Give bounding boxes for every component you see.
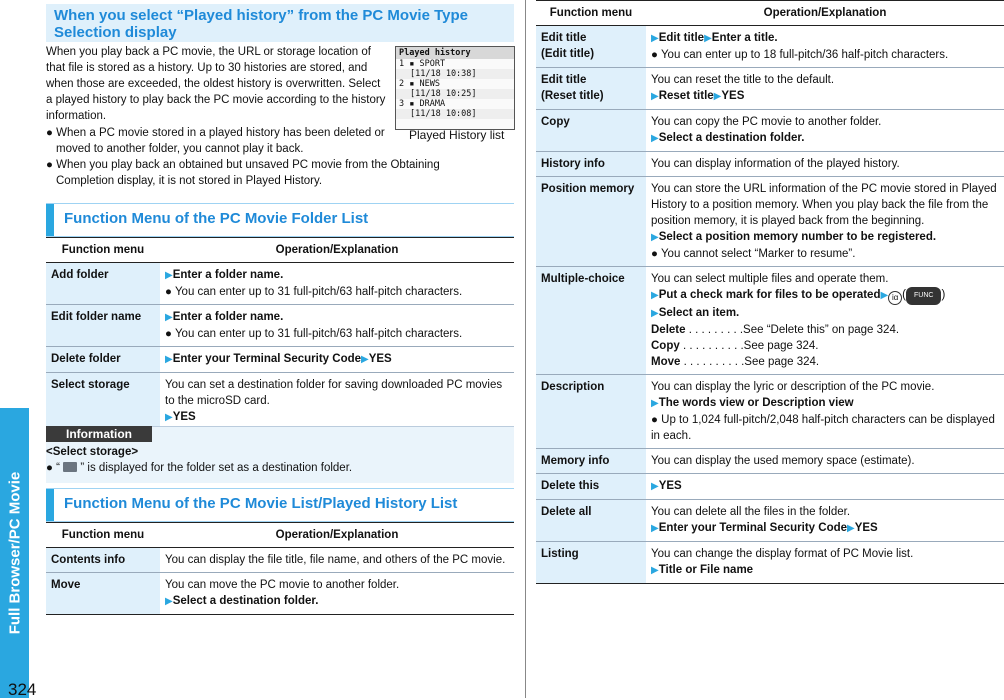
col-header: Function menu — [46, 523, 160, 548]
right-function-table — [536, 0, 1004, 584]
menu-cell: Contents info — [46, 548, 160, 573]
played-history-heading: When you select “Played history” from the PC Movie Type Selection display — [46, 4, 514, 42]
col-header: Operation/Explanation — [160, 523, 514, 548]
menu-cell: Edit title (Reset title) — [536, 68, 646, 110]
menu-cell: Delete folder — [46, 347, 160, 373]
bullet-note: ● When a PC movie stored in a played history has been deleted or moved to another folder, you cannot play it back. — [46, 127, 385, 155]
folder-menu-heading — [46, 203, 514, 237]
col-header: Operation/Explanation — [646, 1, 1004, 26]
column-divider — [525, 0, 526, 698]
history-timestamp: [11/18 10:25] — [396, 89, 514, 99]
history-item: 3 ▪ DRAMA — [399, 99, 446, 109]
folder-menu-table — [46, 237, 514, 431]
folder-menu-title: Function Menu of the PC Movie Folder List — [64, 210, 369, 227]
op-cell: ▶Enter a folder name. ● You can enter up to 31 full-pitch/63 half-pitch characters. — [160, 263, 514, 305]
menu-cell: Memory info — [536, 449, 646, 474]
information-title: <Select storage> — [46, 446, 139, 458]
op-cell: You can set a destination folder for saving downloaded PC movies to the microSD card. ▶YES — [160, 373, 514, 431]
played-history-paragraph: When you play back a PC movie, the URL or storage location of that file is stored as a history. Up to 30 histories are stored, and when those are exceeded, the oldest history is overwritten. Select a played history to play back the PC movie according to the history information. — [46, 46, 386, 122]
table-row — [536, 500, 1004, 542]
op-cell: You can select multiple files and operate them. ▶Put a check mark for files to be operated▶ iα ( FUNC ) ▶Select an item. Delete . . . . . . . . .See “Delete this” on page 324. Copy . . . . . . . . . .See page 324. Move . . . . . . . . . .See page 324. — [646, 267, 1004, 375]
menu-cell: Move — [46, 573, 160, 615]
i-mode-key-icon: iα — [888, 291, 902, 305]
history-item: 1 ▪ SPORT — [399, 59, 446, 69]
op-cell: You can display the file title, file name, and others of the PC movie. — [160, 548, 514, 573]
func-key-icon: FUNC — [906, 287, 941, 305]
table-row — [536, 68, 1004, 110]
table-row — [46, 347, 514, 373]
op-cell: You can reset the title to the default. ▶Reset title▶YES — [646, 68, 1004, 110]
op-cell: You can change the display format of PC Movie list. ▶Title or File name — [646, 542, 1004, 584]
section-side-tab — [0, 408, 29, 698]
screenshot-caption: Played History list — [409, 128, 505, 142]
folder-icon — [63, 462, 77, 472]
menu-cell: Copy — [536, 110, 646, 152]
information-text: ● “ ” is displayed for the folder set as a destination folder. — [46, 462, 353, 474]
table-row — [46, 573, 514, 615]
table-row — [46, 305, 514, 347]
bullet-text: When you play back an obtained but unsaved PC movie from the Obtaining Completion display, it is not stored in Played History. — [56, 159, 440, 187]
history-item: 2 ▪ NEWS — [399, 79, 440, 89]
table-row — [536, 542, 1004, 584]
bullet-note: ● When you play back an obtained but unsaved PC movie from the Obtaining Completion display, it is not stored in Played History. — [46, 159, 440, 187]
screenshot-title: Played history — [396, 47, 514, 59]
table-row — [536, 110, 1004, 152]
op-cell: ▶YES — [646, 474, 1004, 500]
op-cell: You can store the URL information of the PC movie stored in Played History to a position memory. When you play back the file from the position memory, it is played back from the beginning. ▶Select a position memory number to be registered. ● You cannot select “Marker to resume”. — [646, 177, 1004, 267]
table-row — [536, 152, 1004, 177]
menu-cell: Edit title (Edit title) — [536, 26, 646, 68]
table-row — [536, 177, 1004, 267]
table-row — [536, 26, 1004, 68]
menu-cell: Multiple-choice — [536, 267, 646, 375]
op-cell: You can copy the PC movie to another folder. ▶Select a destination folder. — [646, 110, 1004, 152]
list-menu-title: Function Menu of the PC Movie List/Played History List — [64, 495, 458, 512]
list-menu-heading — [46, 488, 514, 522]
col-header: Function menu — [46, 238, 160, 263]
menu-cell: Description — [536, 375, 646, 449]
table-row — [536, 449, 1004, 474]
table-row — [536, 375, 1004, 449]
menu-cell: Delete all — [536, 500, 646, 542]
bullet-text: When a PC movie stored in a played history has been deleted or moved to another folder, you cannot play it back. — [56, 127, 385, 155]
menu-cell: Position memory — [536, 177, 646, 267]
table-row — [536, 474, 1004, 500]
menu-cell: Select storage — [46, 373, 160, 431]
op-cell: You can display the lyric or description of the PC movie. ▶The words view or Description view ● Up to 1,024 full-pitch/2,048 half-pitch characters can be displayed in each. — [646, 375, 1004, 449]
table-row — [536, 267, 1004, 375]
op-cell: You can display information of the played history. — [646, 152, 1004, 177]
played-history-screenshot — [395, 46, 515, 130]
table-row — [46, 548, 514, 573]
menu-cell: Listing — [536, 542, 646, 584]
menu-cell: History info — [536, 152, 646, 177]
table-row — [46, 263, 514, 305]
page-number: 324 — [8, 680, 37, 699]
col-header: Operation/Explanation — [160, 238, 514, 263]
op-cell: You can move the PC movie to another folder. ▶Select a destination folder. — [160, 573, 514, 615]
op-cell: ▶Enter your Terminal Security Code▶YES — [160, 347, 514, 373]
history-timestamp: [11/18 10:38] — [396, 69, 514, 79]
op-cell: You can delete all the files in the folder. ▶Enter your Terminal Security Code▶YES — [646, 500, 1004, 542]
op-cell: ▶Enter a folder name. ● You can enter up to 31 full-pitch/63 half-pitch characters. — [160, 305, 514, 347]
history-timestamp: [11/18 10:08] — [396, 109, 514, 119]
op-cell: ▶Edit title▶Enter a title. ● You can enter up to 18 full-pitch/36 half-pitch characters. — [646, 26, 1004, 68]
information-label: Information — [46, 426, 152, 442]
side-tab-label: Full Browser/PC Movie — [6, 471, 23, 635]
table-row — [46, 373, 514, 431]
col-header: Function menu — [536, 1, 646, 26]
menu-cell: Edit folder name — [46, 305, 160, 347]
menu-cell: Add folder — [46, 263, 160, 305]
list-menu-table — [46, 522, 514, 615]
menu-cell: Delete this — [536, 474, 646, 500]
op-cell: You can display the used memory space (estimate). — [646, 449, 1004, 474]
